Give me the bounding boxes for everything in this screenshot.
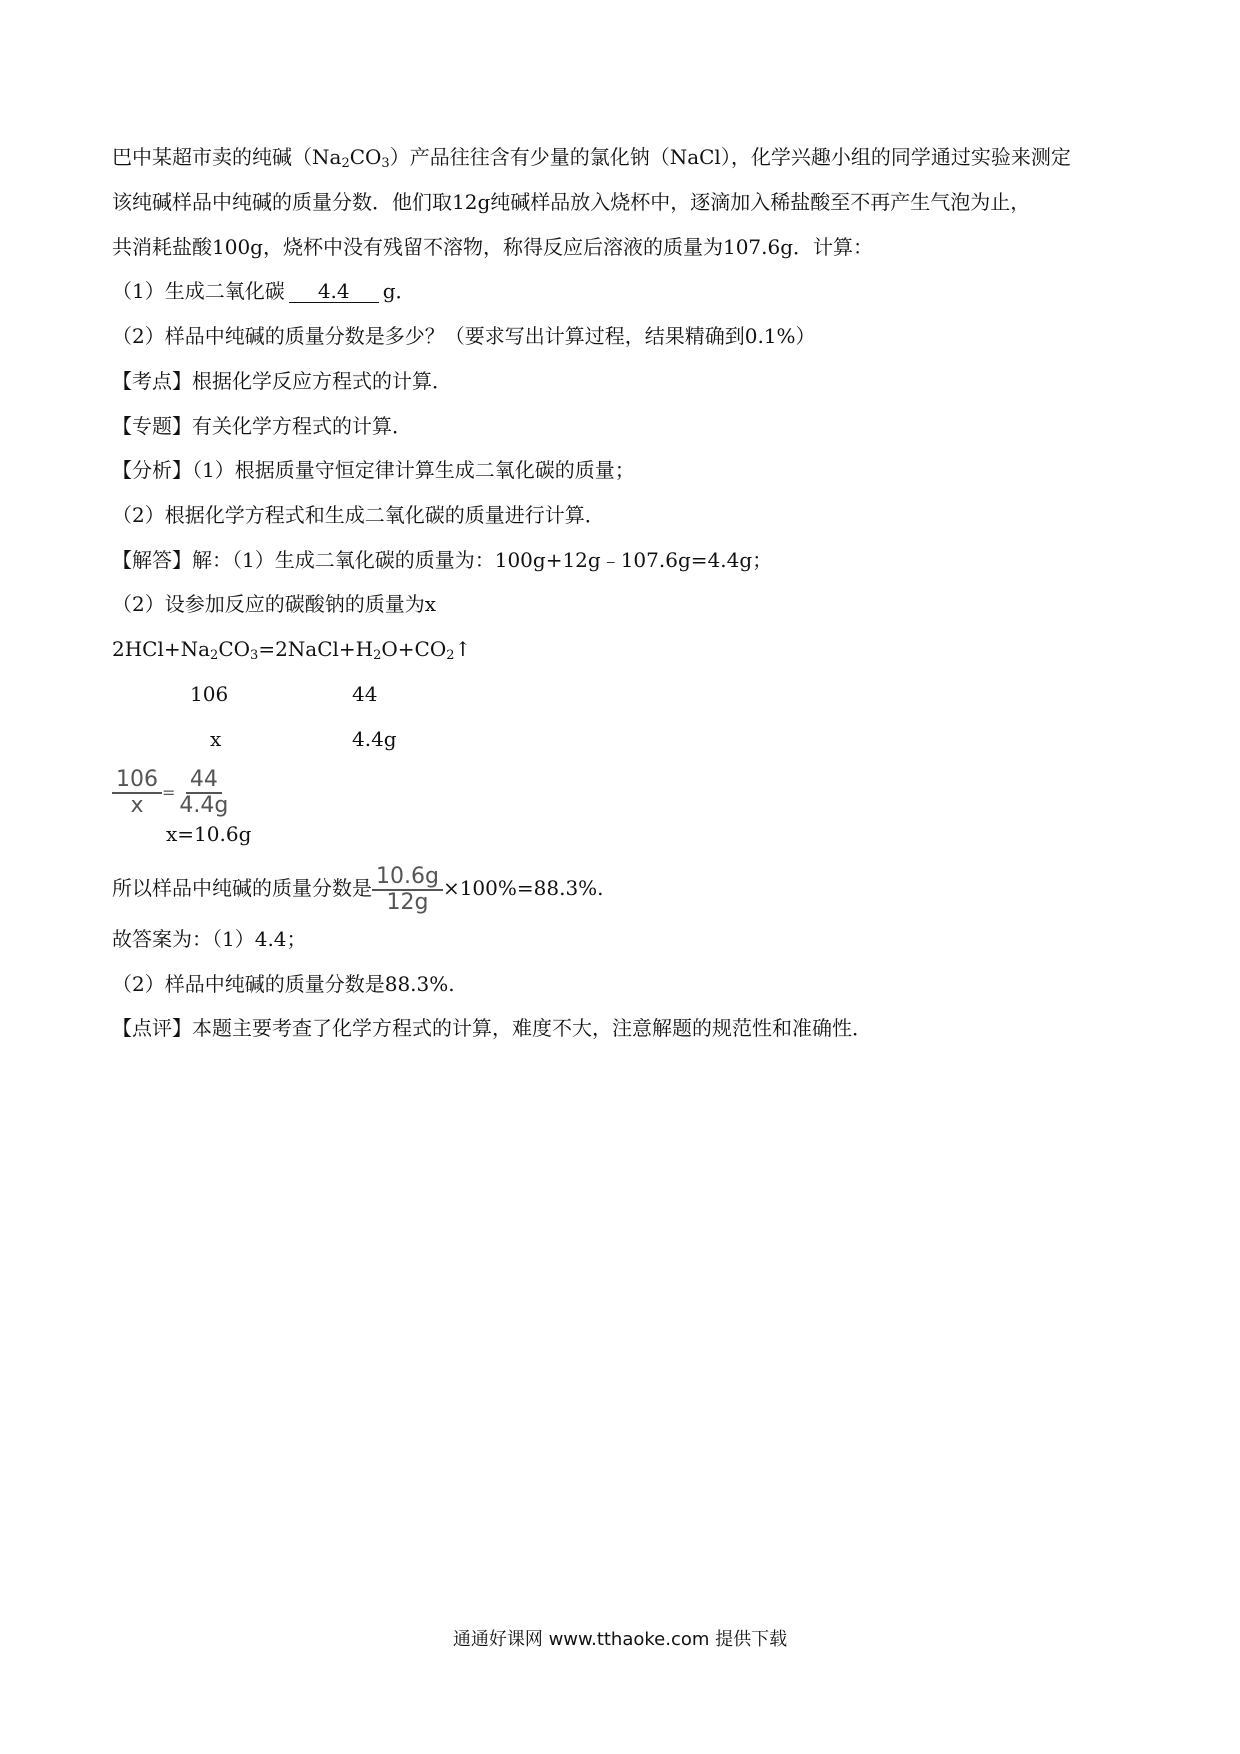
problem-line-2: 该纯碱样品中纯碱的质量分数．他们取12g纯碱样品放入烧杯中，逐滴加入稀盐酸至不再产生气泡为止， (112, 190, 1031, 214)
molar-mass-na2co3: 106 (190, 682, 229, 706)
question-1-unit: g． (382, 279, 416, 303)
solution-result: x=10.6g (166, 822, 252, 846)
page-footer: 通通好课网 www.tthaoke.com 提供下载 (452, 1629, 788, 1650)
fraction-numerator: 44 (186, 768, 222, 794)
conclusion-line (112, 860, 604, 916)
equation-text: =2NaCl+H (258, 637, 374, 661)
jieda-line-1: 【解答】解：（1）生成二氧化碳的质量为：100g+12g﹣107.6g=4.4g； (112, 548, 773, 572)
subscript: 2 (341, 156, 350, 171)
proportion-equation (112, 768, 232, 818)
question-1-text: （1）生成二氧化碳 (112, 279, 285, 303)
equation-text: CO (218, 637, 251, 661)
question-2: （2）样品中纯碱的质量分数是多少？（要求写出计算过程，结果精确到0.1%） (112, 324, 816, 348)
fraction-denominator: 12g (386, 889, 429, 915)
subscript: 3 (381, 156, 390, 171)
dianping: 【点评】本题主要考查了化学方程式的计算，难度不大，注意解题的规范性和准确性． (112, 1016, 872, 1040)
fenxi-line-2: （2）根据化学方程式和生成二氧化碳的质量进行计算． (112, 503, 605, 527)
subscript: 3 (250, 648, 259, 663)
answer-line-1: 故答案为：（1）4.4； (112, 927, 307, 951)
percentage-fraction (372, 865, 443, 915)
fraction-denominator: x (130, 793, 144, 818)
problem-line-1 (112, 143, 1071, 171)
zhuanti: 【专题】有关化学方程式的计算． (112, 414, 412, 438)
chemical-equation (112, 635, 471, 663)
equals-sign: = (162, 783, 176, 802)
fraction-numerator: 106 (112, 768, 162, 794)
fraction-denominator: 4.4g (179, 793, 229, 818)
subscript: 2 (210, 648, 219, 663)
problem-line-3: 共消耗盐酸100g，烧杯中没有残留不溶物，称得反应后溶液的质量为107.6g．计算： (112, 235, 874, 259)
equation-text: O+CO (381, 637, 447, 661)
fraction-numerator: 10.6g (372, 865, 443, 891)
fenxi-line-1: 【分析】（1）根据质量守恒定律计算生成二氧化碳的质量； (112, 458, 635, 482)
problem-text: ）产品往往含有少量的氯化钠（NaCl），化学兴趣小组的同学通过实验来测定 (389, 145, 1071, 169)
problem-text: CO (349, 145, 382, 169)
answer-blank: 4.4 (289, 280, 379, 303)
equation-text: 2HCl+Na (112, 637, 211, 661)
jieda-line-2: （2）设参加反应的碳酸钠的质量为x (112, 592, 437, 616)
proportion-right-fraction (175, 768, 232, 818)
unknown-mass: x (210, 727, 222, 751)
question-1 (112, 277, 416, 305)
kaodian: 【考点】根据化学反应方程式的计算． (112, 369, 452, 393)
given-mass: 4.4g (352, 727, 397, 751)
gas-arrow-icon: ↑ (454, 637, 472, 661)
subscript: 2 (373, 648, 382, 663)
subscript: 2 (446, 648, 455, 663)
answer-line-2: （2）样品中纯碱的质量分数是88.3%. (112, 972, 455, 996)
problem-text: 巴中某超市卖的纯碱（Na (112, 145, 342, 169)
conclusion-result: ×100%=88.3%. (442, 876, 604, 900)
proportion-left-fraction (112, 768, 162, 818)
conclusion-text: 所以样品中纯碱的质量分数是 (112, 876, 372, 900)
molar-mass-co2: 44 (352, 682, 378, 706)
